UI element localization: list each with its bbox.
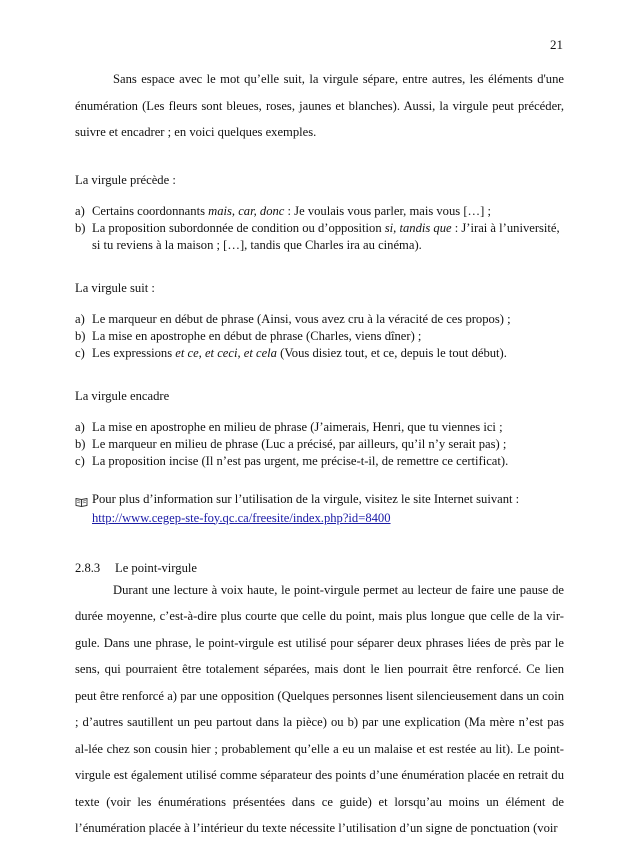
- list-item-text: : Je voulais vous parler, mais vous […] ;: [284, 203, 491, 218]
- list-item: [75, 345, 564, 362]
- book-icon: [75, 494, 88, 504]
- list-item: [75, 453, 564, 470]
- section-title: Le point-virgule: [115, 560, 197, 575]
- list-item: [75, 419, 564, 436]
- list-marker: a): [75, 311, 85, 326]
- list-marker: c): [75, 345, 85, 360]
- list-marker: a): [75, 203, 85, 218]
- encadre-list: [75, 419, 564, 470]
- info-note: [75, 490, 564, 528]
- page-number: 21: [550, 37, 563, 52]
- suit-list: [75, 311, 564, 362]
- list-marker: b): [75, 220, 86, 235]
- list-item-text: Certains coordonnants: [92, 203, 209, 218]
- encadre-label: La virgule encadre: [75, 388, 170, 403]
- list-item: [75, 436, 564, 453]
- list-item: [75, 220, 564, 254]
- section-heading: [75, 560, 564, 577]
- list-item-text: Le marqueur en milieu de phrase (Luc a précisé, par ailleurs, qu’il n’y serait pas) ;: [92, 436, 507, 451]
- list-item-text: La mise en apostrophe en début de phrase (Charles, viens dîner) ;: [92, 328, 422, 343]
- list-item-text: : J’irai à l’université, si tu reviens à la maison ; […], tandis que Charles ira au cinéma).: [92, 220, 560, 252]
- list-marker: c): [75, 453, 85, 468]
- section-paragraph: Durant une lecture à voix haute, le point-virgule permet au lecteur de faire une pause de durée moyenne, c’est-à-dire plus courte que celle du point, mais plus longue que celle de la vir-gule. Dans une phrase, le point-virgule est utilisé pour séparer deux phrases liées de près par le sens, qui pourraient être totalement séparées, mais dont le lien pourrait être renforcé. Ce lien peut être renforcé a) par une opposition (Quelques personnes lisent silencieusement dans un coin ; d’autres sautillent un peu partout dans la pièce) ou b) par une explication (Ma mère n’est pas al-lée chez son cousin hier ; probablement qu’elle a eu un malaise et est restée au lit). Le point-virgule est également utilisé comme séparateur des points d’une énumération placée en retrait du texte (voir les énumérations présentées dans ce guide) et lorsqu’au moins un élément de l’énumération placée à l’intérieur du texte nécessite l’utilisation d’un signe de ponctuation (voir: [75, 582, 564, 835]
- list-item: [75, 203, 564, 220]
- list-item-text: La proposition subordonnée de condition ou d’opposition: [92, 220, 385, 235]
- list-item-text: La mise en apostrophe en milieu de phrase (J’aimerais, Henri, que tu viennes ici ;: [92, 419, 503, 434]
- list-item-emphasis: mais, car, donc: [208, 203, 285, 218]
- list-marker: b): [75, 436, 86, 451]
- page-content: [75, 66, 564, 842]
- section-number: 2.8.3: [75, 560, 101, 575]
- note-text: Pour plus d’information sur l’utilisation de la virgule, visitez le site Internet suivant :: [92, 491, 520, 506]
- intro-paragraph: Sans espace avec le mot qu’elle suit, la virgule sépare, entre autres, les éléments d'une énumération (Les fleurs sont bleues, roses, jaunes et blanches). Aussi, la virgule peut précéder, suivre et encadrer ; en voici quelques exemples.: [75, 72, 564, 139]
- list-marker: a): [75, 419, 85, 434]
- freesite-link[interactable]: http://www.cegep-ste-foy.qc.ca/freesite/index.php?id=8400: [92, 510, 391, 525]
- suit-label: La virgule suit :: [75, 280, 155, 295]
- precede-list: [75, 203, 564, 254]
- list-marker: b): [75, 328, 86, 343]
- list-item: [75, 311, 564, 328]
- list-item-emphasis: et ce, et ceci, et cela: [175, 345, 277, 360]
- precede-label: La virgule précède :: [75, 172, 176, 187]
- list-item-text: Le marqueur en début de phrase (Ainsi, vous avez cru à la véracité de ces propos) ;: [92, 311, 511, 326]
- list-item-text: Les expressions: [92, 345, 176, 360]
- list-item-emphasis: si, tandis que: [384, 220, 452, 235]
- list-item-text: (Vous disiez tout, et ce, depuis le tout début).: [276, 345, 507, 360]
- list-item-text: La proposition incise (Il n’est pas urgent, me précise-t-il, de remettre ce certificat).: [92, 453, 509, 468]
- list-item: [75, 328, 564, 345]
